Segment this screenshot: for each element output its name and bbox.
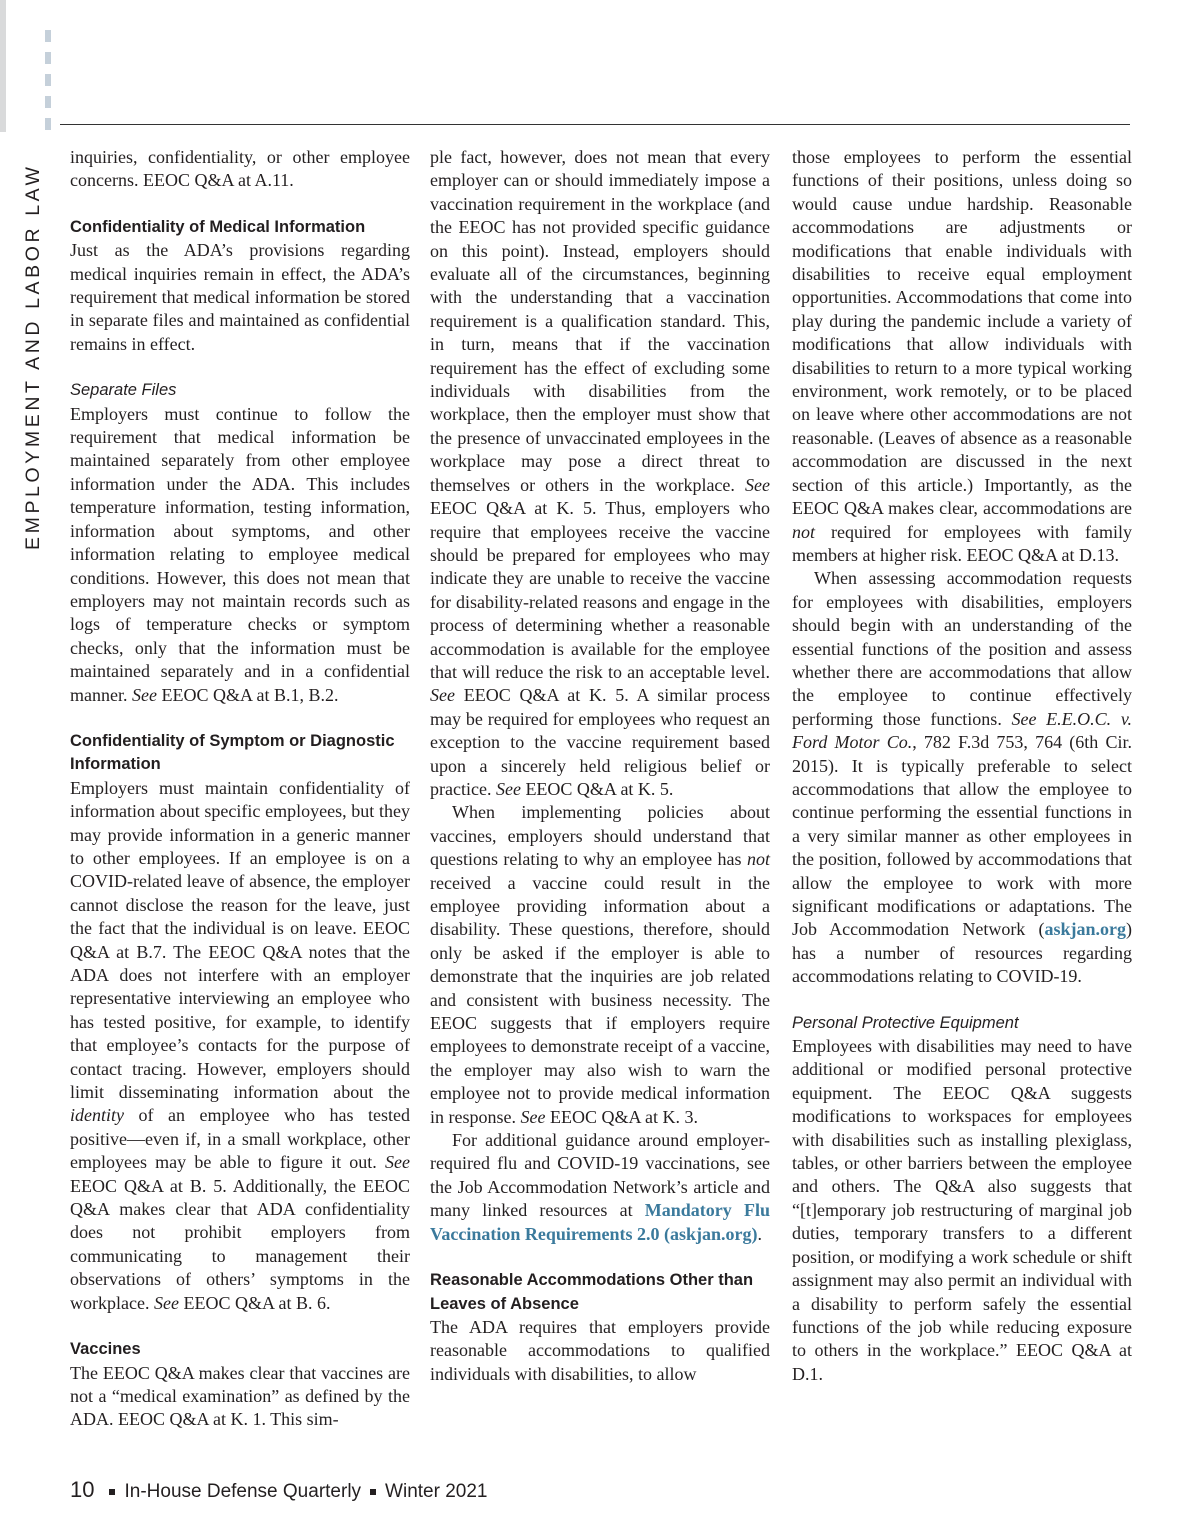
bullet-separator (109, 1489, 115, 1495)
column-2 (430, 146, 770, 1386)
side-strip-segment (45, 52, 51, 64)
subheading-ppe: Personal Protective Equipment (792, 1013, 1019, 1032)
subheading-separate-files: Separate Files (70, 381, 177, 400)
heading-vaccines: Vaccines (70, 1340, 141, 1359)
paragraph: those employees to perform the essential functions of their positions, unless doing so would cause undue hardship. Reasonable accommodations are adjustments or modifications that enable individuals with disabilities to receive equal employment opportunities. Accommodations that come into play during the pandemic include a variety of modifications that allow individuals with disabilities to return to a more typical working environment, work remotely, or to be placed on leave where other accommodations are not reasonable. (Leaves of absence as a reasonable accommodation are discussed in the next section of this article.) Importantly, as the EEOC Q&A makes clear, accommodations are not required for employees with family members at higher risk. EEOC Q&A at D.13. (792, 147, 1132, 565)
askjan-link[interactable]: askjan.org (1044, 919, 1126, 940)
side-strip-segment (45, 74, 51, 86)
heading-confidentiality-medical: Confidentiality of Medical Information (70, 217, 366, 236)
paragraph: Employees with disabilities may need to have additional or modified personal protective equipment. The EEOC Q&A suggests modifications to workspaces for employees with disabilities such as installing plexiglass, tables, or other barriers between the employee and others. The Q&A also suggests that “[t]emporary job restructuring of marginal job duties, temporary transfers to a different position, or modifying a work schedule or shift assignment may also permit an individual with a disability to perform safely the essential functions of the job while reducing exposure to others in the workplace.” EEOC Q&A at D.1. (792, 1036, 1132, 1384)
heading-confidentiality-symptom: Confidentiality of Symptom or Diagnostic Information (70, 731, 395, 774)
side-strip-segment (45, 118, 51, 130)
paragraph: Just as the ADA’s provisions regarding medical inquiries remain in effect, the ADA’s requirement that medical information be stored in separate files and maintained as confidential remains in effect. (70, 240, 410, 354)
paragraph: For additional guidance around employer-required flu and COVID-19 vaccinations, see the Job Accommodation Network’s article and many linked resources at Mandatory Flu Vaccination Requirements 2.0 (askjan.org). (430, 1130, 770, 1244)
paragraph: Employers must maintain confidentiality of information about specific employees, but they may provide information in a generic manner to other employees. If an employee is on a COVID-related leave of absence, the employer cannot disclose the reason for the leave, just the fact that the individual is on leave. EEOC Q&A at B.7. The EEOC Q&A notes that the ADA does not interfere with an employer representative interviewing an employee who has tested positive, for example, to identify that employee’s contacts for the purpose of contact tracing. However, employers should limit disseminating information about the identity of an employee who has tested positive—even if, in a small workplace, other employees may be able to figure it out. See EEOC Q&A at B. 5. Additionally, the EEOC Q&A makes clear that ADA confidentiality does not prohibit employers from communicating to management their observations of others’ symptoms in the workplace. See EEOC Q&A at B. 6. (70, 777, 410, 1313)
paragraph: The EEOC Q&A makes clear that vaccines are not a “medical examination” as defined by the ADA. EEOC Q&A at K. 1. This sim- (70, 1362, 410, 1430)
bullet-separator (370, 1489, 376, 1495)
paragraph: inquiries, confidentiality, or other employee concerns. EEOC Q&A at A.11. (70, 147, 410, 191)
column-3 (792, 146, 1132, 1386)
page-number: 10 (70, 1477, 95, 1502)
publication-name: In-House Defense Quarterly (124, 1481, 362, 1502)
paragraph: ple fact, however, does not mean that every employer can or should immediately impose a vaccination requirement in the workplace (and the EEOC has not provided specific guidance on this point). Instead, employers should evaluate all of the circumstances, beginning with the understanding that a vaccination requirement is a qualification standard. This, in turn, means that if the vaccination requirement has the effect of excluding some individuals with disabilities from the workplace, then the employer must show that the presence of unvaccinated employees in the workplace may pose a direct threat to themselves or others in the workplace. See EEOC Q&A at K. 5. Thus, employers who require that employees receive the vaccine should be prepared for employees who may indicate they are unable to receive the vaccine for disability-related reasons and engage in the process of determining whether a reasonable accommodation is available for the employee that will reduce the risk to an acceptable level. See EEOC Q&A at K. 5. A similar process may be required for employees who request an exception to the vaccine requirement based upon a sincerely held religious belief or practice. See EEOC Q&A at K. 5. (430, 147, 770, 799)
column-1 (70, 146, 410, 1432)
side-strip-segment (45, 30, 51, 42)
askjan-link-flu-vaccination[interactable]: Mandatory Flu Vaccination Requirements 2.0 (askjan.org) (430, 1200, 770, 1244)
side-decoration (0, 0, 60, 140)
page-footer (70, 1477, 488, 1503)
issue-date: Winter 2021 (385, 1481, 488, 1502)
heading-reasonable-accommodations: Reasonable Accommodations Other than Leaves of Absence (430, 1271, 754, 1313)
paragraph: Employers must continue to follow the requirement that medical information be maintained separately from other employee information under the ADA. This includes temperature information, testing information, information about symptoms, and other information relating to employee medical conditions. However, this does not mean that employers may not maintain records such as logs of temperature checks or symptom checks, only that the information must be maintained separately and in a confidential manner. See EEOC Q&A at B.1, B.2. (70, 403, 410, 705)
side-strip-bar (0, 0, 6, 132)
top-rule (60, 124, 1130, 125)
paragraph: When assessing accommodation requests for employees with disabilities, employers should begin with an understanding of the essential functions of the position and assess whether there are accommodations that allow the employee to continue effectively performing those functions. See E.E.O.C. v. Ford Motor Co., 782 F.3d 753, 764 (6th Cir. 2015). It is typically preferable to select accommodations that allow the employee to continue performing the essential functions in a very similar manner as other employees in the position, followed by accommodations that allow the employee to work with more significant modifications or adaptations. The Job Accommodation Network (askjan.org) has a number of resources regarding accommodations relating to COVID-19. (792, 568, 1132, 987)
section-label: EMPLOYMENT AND LABOR LAW (22, 163, 44, 550)
side-strip-segment (45, 96, 51, 108)
paragraph: When implementing policies about vaccines, employers should understand that questions relating to why an employee has not received a vaccine could result in the employee providing information about a disability. These questions, therefore, should only be asked if the employer is able to demonstrate that the inquiries are job related and consistent with business necessity. The EEOC suggests that if employers require employees to demonstrate receipt of a vaccine, the employer may also wish to warn the employee not to provide medical information in response. See EEOC Q&A at K. 3. (430, 802, 770, 1127)
paragraph: The ADA requires that employers provide reasonable accommodations to qualified individuals with disabilities, to allow (430, 1316, 770, 1384)
